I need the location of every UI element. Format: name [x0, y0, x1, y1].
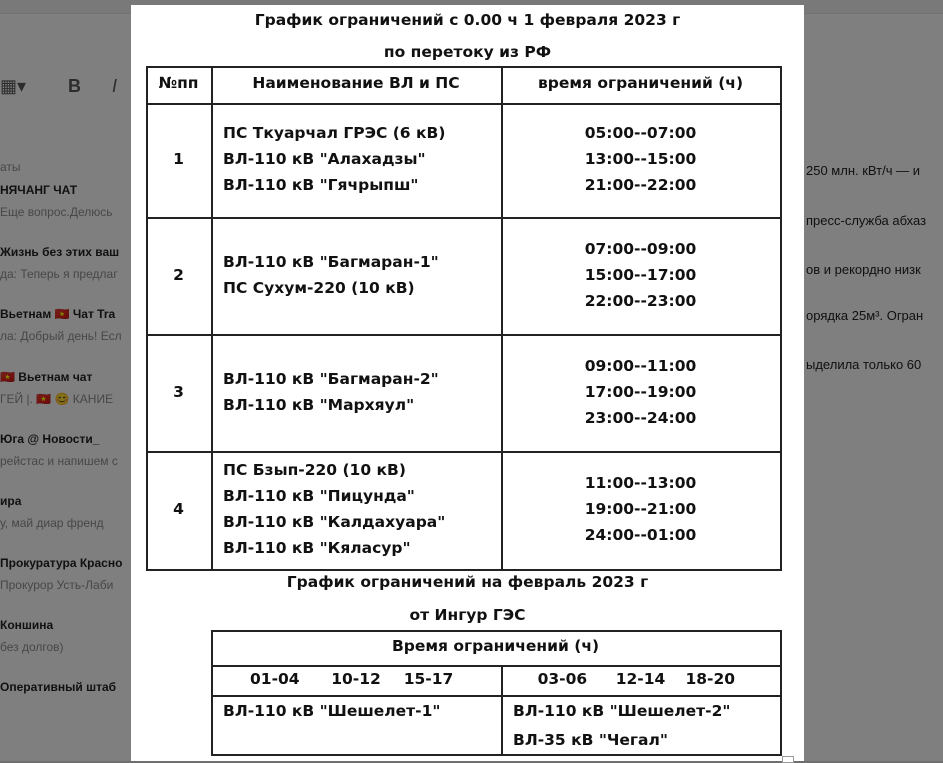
message-snippet: пресс-служба абхаз [806, 213, 927, 228]
line-name: ПС Сухум-220 (10 кВ) [223, 278, 415, 297]
doc-title2-line1: График ограничений на февраль 2023 г [286, 573, 649, 591]
chat-name: 🇻🇳 Вьетнам чат [0, 370, 93, 384]
bold-button[interactable]: B [68, 76, 81, 96]
line-name-right: ВЛ-35 кВ "Чегал" [513, 731, 668, 749]
time-range: 22:00--23:00 [584, 291, 697, 310]
time-range: 24:00--01:00 [584, 526, 697, 544]
line-name: ПС Бзып-220 (10 кВ) [223, 461, 406, 479]
line-name-left: ВЛ-110 кВ "Шешелет-1" [223, 702, 441, 720]
time-range: 09:00--11:00 [584, 356, 697, 375]
period-left: 10-12 [331, 670, 381, 688]
line-name: ВЛ-110 кВ "Пицунда" [223, 487, 415, 505]
chat-name: Оперативный штаб [0, 680, 117, 694]
row-number: 1 [173, 150, 184, 168]
chat-preview: у, май диар френд [0, 516, 104, 530]
doc-title2-line2: от Ингур ГЭС [409, 606, 526, 624]
chat-name: Жизнь без этих ваш [0, 245, 120, 259]
table-border [211, 66, 213, 571]
table-border [780, 66, 782, 571]
chat-preview: Еще вопрос.Делюсь [0, 205, 113, 219]
time-range: 13:00--15:00 [584, 150, 697, 168]
period-right: 12-14 [615, 670, 666, 688]
table-border [211, 630, 213, 756]
chat-preview: аты [0, 160, 21, 174]
line-name-right: ВЛ-110 кВ "Шешелет-2" [513, 702, 731, 720]
time-range: 23:00--24:00 [584, 408, 697, 427]
col-header-name: Наименование ВЛ и ПС [252, 74, 460, 92]
chat-preview: да: Теперь я предлаг [0, 267, 118, 281]
table-border [501, 665, 503, 756]
table-border [146, 217, 780, 219]
table-border [146, 103, 780, 105]
chat-name: НЯЧАНГ ЧАТ [0, 183, 78, 197]
doc-title-line2: по перетоку из РФ [383, 43, 552, 61]
row-number: 3 [173, 382, 184, 401]
chat-name: Коншина [0, 618, 54, 632]
line-name: ВЛ-110 кВ "Мархяул" [223, 395, 415, 414]
time-range: 11:00--13:00 [584, 474, 697, 492]
period-left: 15-17 [403, 670, 454, 688]
table-border [780, 630, 782, 756]
period-right: 03-06 [537, 670, 588, 688]
doc-title-line1: График ограничений с 0.00 ч 1 февраля 2023 г [254, 11, 681, 29]
time-range: 19:00--21:00 [584, 500, 697, 518]
period-left: 01-04 [250, 670, 300, 688]
table-border [211, 665, 780, 667]
row-number: 2 [173, 265, 184, 284]
image-viewer [131, 5, 804, 761]
col-header-time: время ограничений (ч) [537, 74, 744, 92]
time-range: 21:00--22:00 [584, 176, 697, 194]
chat-preview: ГЕЙ |. 🇻🇳 😊 КАНИЕ [0, 392, 114, 406]
line-name: ПС Ткуарчал ГРЭС (6 кВ) [223, 124, 446, 142]
period-right: 18-20 [685, 670, 736, 688]
table-border [211, 695, 780, 697]
line-name: ВЛ-110 кВ "Кяласур" [223, 539, 411, 557]
line-name: ВЛ-110 кВ "Гячрыпш" [223, 176, 419, 194]
message-snippet: ов и рекордно низк [806, 262, 921, 277]
row-number: 4 [173, 500, 184, 518]
message-snippet: ыделила только 60 [806, 357, 922, 372]
table-border [146, 66, 148, 571]
line-name: ВЛ-110 кВ "Багмаран-1" [223, 252, 439, 271]
chat-name: Юга @ Новости_ [0, 432, 100, 446]
time-range: 17:00--19:00 [584, 382, 697, 401]
line-name: ВЛ-110 кВ "Багмаран-2" [223, 369, 439, 388]
chat-preview: без долгов) [0, 640, 64, 654]
resize-handle[interactable] [782, 756, 794, 763]
time-range: 05:00--07:00 [584, 124, 697, 142]
table-border [211, 754, 780, 756]
chat-preview: рейстас и напишем с [0, 454, 118, 468]
line-name: ВЛ-110 кВ "Калдахуара" [223, 513, 446, 531]
table-icon[interactable]: ▦▾ [0, 76, 27, 96]
chat-preview: ла: Добрый день! Есл [0, 329, 122, 343]
time-range: 07:00--09:00 [584, 239, 697, 258]
line-name: ВЛ-110 кВ "Алахадзы" [223, 150, 426, 168]
table-border [146, 569, 780, 571]
table-border [146, 451, 780, 453]
col-header-number: №пп [158, 74, 199, 92]
italic-button[interactable]: I [112, 76, 118, 96]
table2-header: Время ограничений (ч) [391, 637, 600, 655]
chat-name: Прокуратура Красно [0, 556, 123, 570]
message-snippet: 250 млн. кВт/ч — и [806, 163, 920, 178]
table-border [146, 66, 780, 68]
table-border [146, 334, 780, 336]
chat-name: ира [0, 494, 22, 508]
time-range: 15:00--17:00 [584, 265, 697, 284]
table-border [211, 630, 780, 632]
message-snippet: орядка 25м³. Огран [806, 308, 924, 323]
chat-preview: Прокурор Усть-Лаби [0, 578, 114, 592]
chat-name: Вьетнам 🇻🇳 Чат Tra [0, 307, 116, 321]
